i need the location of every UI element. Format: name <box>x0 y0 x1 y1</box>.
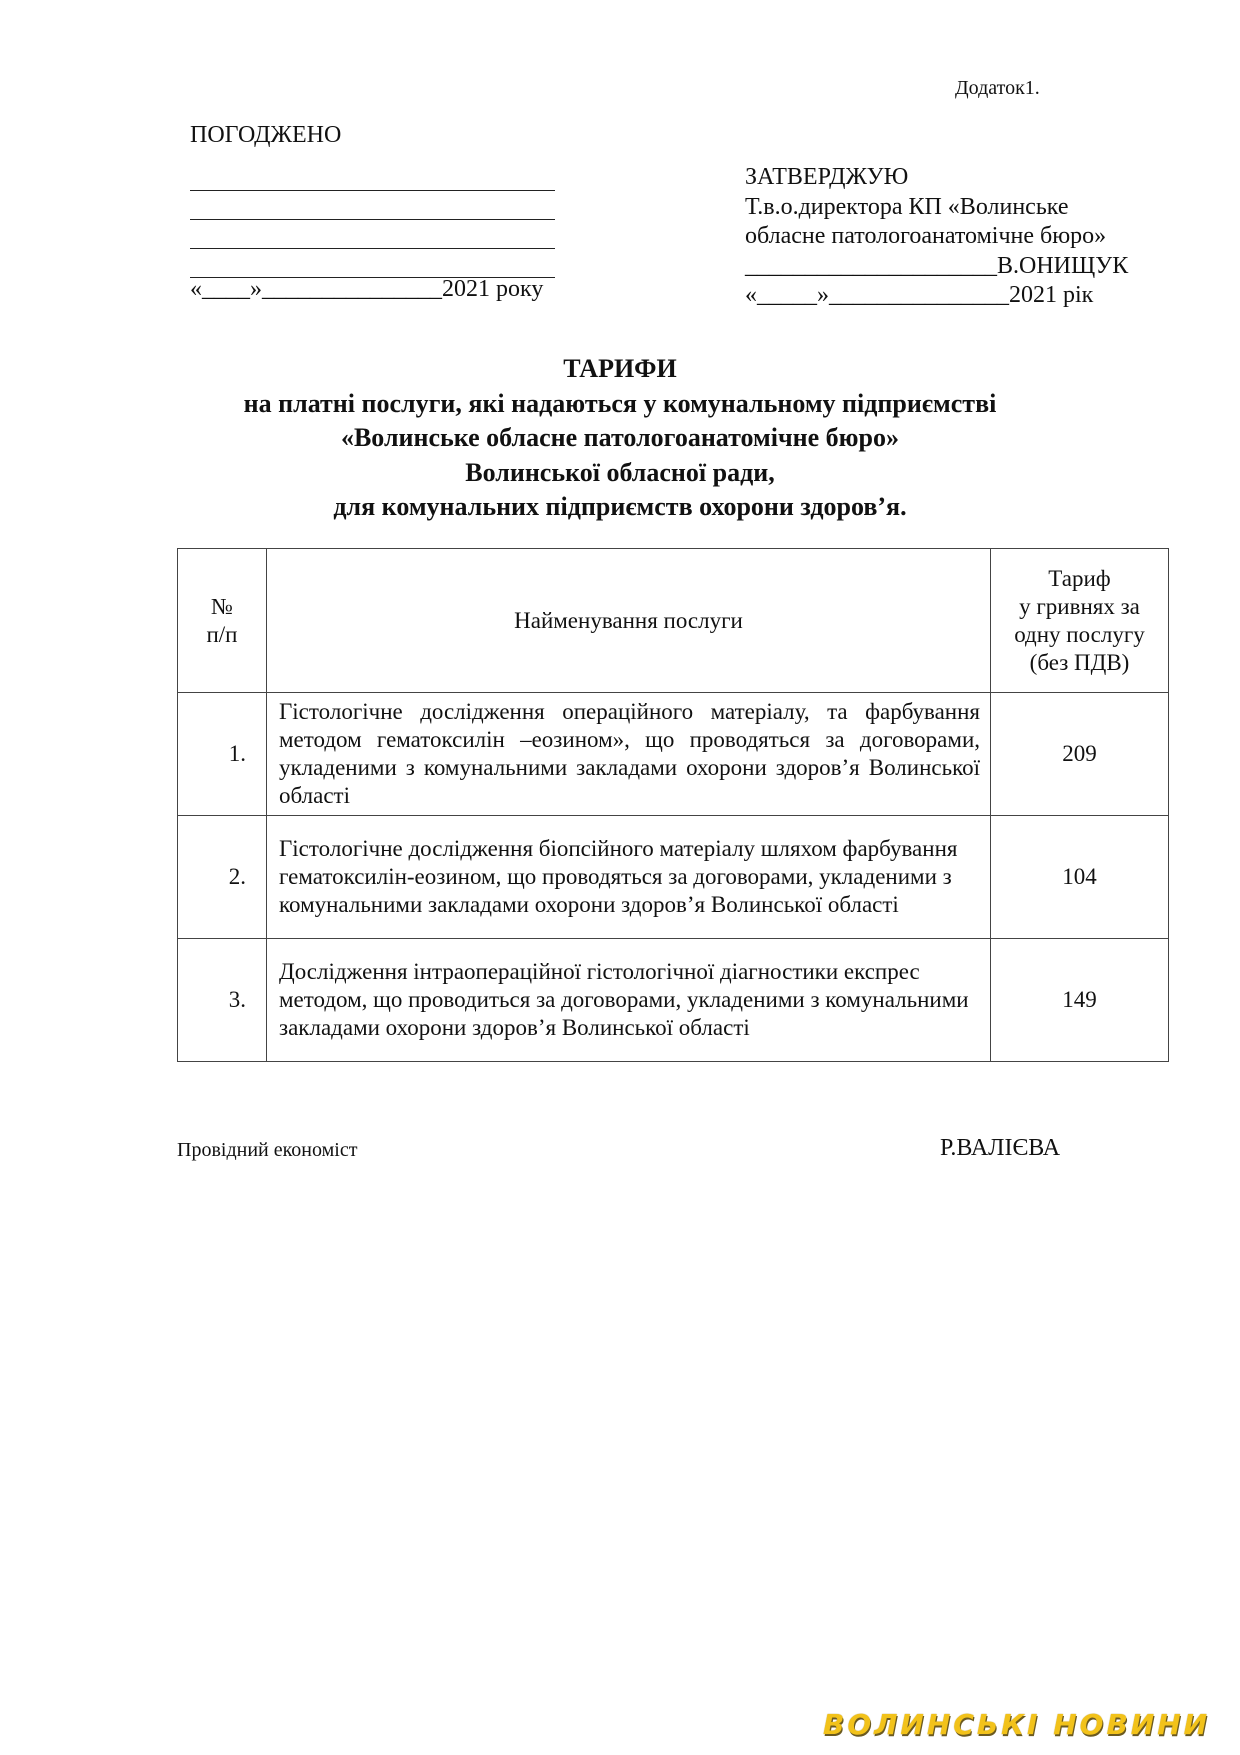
confirm-date-line: «_____»_______________2021 рік <box>745 282 1094 308</box>
title-line-2: на платні послуги, які надаються у комунальному підприємстві <box>243 388 997 418</box>
row-description: Гістологічне дослідження операційного матеріалу, та фарбування методом гематоксилін –еозином», що проводяться за договорами, укладеними з комунальними закладами охорони здоров’я Волинської області <box>267 693 991 816</box>
row-price: 209 <box>991 693 1169 816</box>
header-price-line: (без ПДВ) <box>1029 649 1130 675</box>
header-name: Найменування послуги <box>267 549 991 693</box>
table-header-row <box>178 549 1169 693</box>
row-price: 104 <box>991 816 1169 939</box>
title-line-3: «Волинське обласне патологоанатомічне бюро» <box>340 423 900 452</box>
table-row <box>178 693 1169 816</box>
signature-line <box>190 220 555 249</box>
row-num: 3. <box>178 939 267 1062</box>
document-title <box>0 352 1240 525</box>
header-num <box>178 549 267 693</box>
approved-block <box>190 120 555 304</box>
approved-date-line: «____»_______________2021 року <box>190 276 544 302</box>
row-num: 2. <box>178 816 267 939</box>
signature-line <box>190 191 555 220</box>
header-price-line: Тариф <box>1048 565 1111 591</box>
title-line-1: ТАРИФИ <box>563 354 677 383</box>
row-description: Дослідження інтраопераційної гістологічної діагностики експрес методом, що проводиться за договорами, укладеними з комунальними закладами охорони здоров’я Волинської області <box>267 939 991 1062</box>
footer-signatory-name: Р.ВАЛІЄВА <box>940 1135 1061 1161</box>
appendix-label: Додаток1. <box>955 77 1040 99</box>
footer-position: Провідний економіст <box>177 1139 358 1161</box>
header-price-line: у гривнях за <box>1019 593 1140 619</box>
confirm-block <box>745 163 1128 311</box>
row-description: Гістологічне дослідження біопсійного матеріалу шляхом фарбування гематоксилін-еозином, що проводяться за договорами, укладеними з комунальними закладами охорони здоров’я Волинської області <box>267 816 991 939</box>
row-price: 149 <box>991 939 1169 1062</box>
confirm-signature-line: _____________________В.ОНИЩУК <box>745 252 1129 279</box>
table-row <box>178 939 1169 1062</box>
table-row <box>178 816 1169 939</box>
confirm-position-line1: Т.в.о.директора КП «Волинське <box>745 193 1069 220</box>
tariffs-table <box>177 548 1169 1062</box>
signature-line <box>190 162 555 191</box>
header-num-pp: п/п <box>206 621 238 647</box>
approved-label: ПОГОДЖЕНО <box>190 122 342 148</box>
header-num-symbol: № <box>211 593 233 619</box>
header-price <box>991 549 1169 693</box>
title-line-4: Волинської обласної ради, <box>465 457 775 487</box>
watermark-logo: ВОЛИНСЬКІ НОВИНИ <box>823 1708 1211 1741</box>
title-line-5: для комунальних підприємств охорони здоров’я. <box>333 492 907 521</box>
header-price-line: одну послугу <box>1014 621 1145 647</box>
row-num: 1. <box>178 693 267 816</box>
confirm-position-line2: обласне патологоанатомічне бюро» <box>745 223 1107 249</box>
confirm-label: ЗАТВЕРДЖУЮ <box>745 164 909 190</box>
